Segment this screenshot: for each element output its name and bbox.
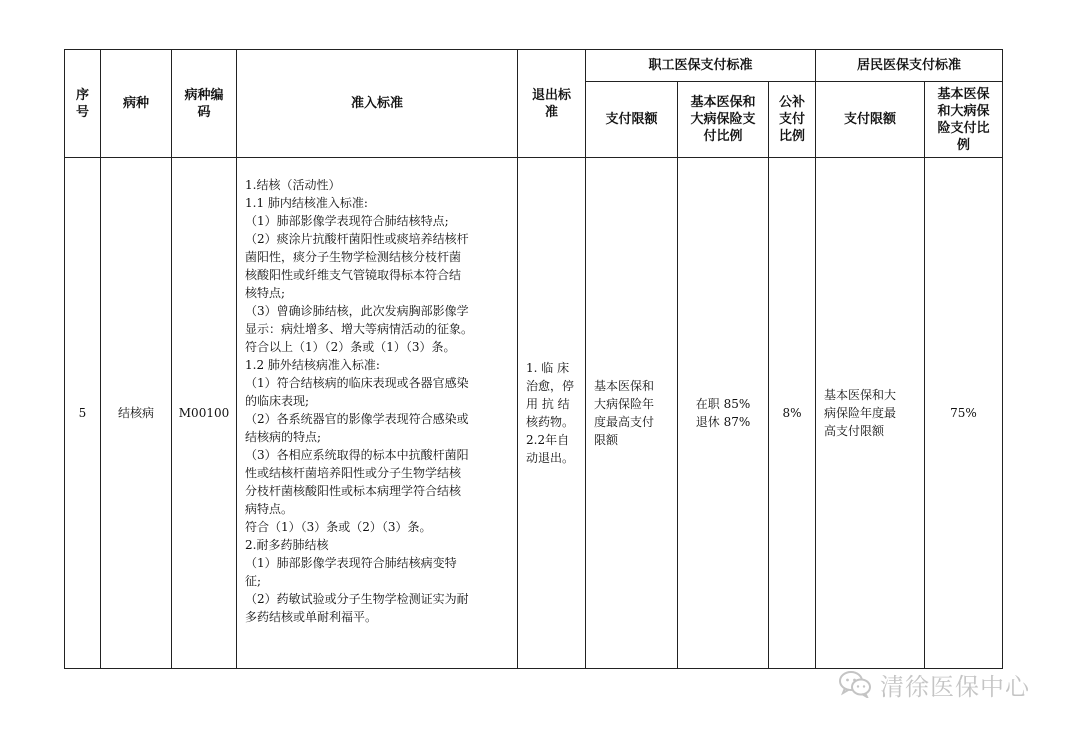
cell-seq: 5 [65, 158, 101, 669]
header-res-ratio: 基本医保 和大病保 险支付比 例 [925, 82, 1003, 158]
cell-res-limit: 基本医保和大 病保险年度最 高支付限额 [816, 158, 925, 669]
header-seq: 序 号 [65, 50, 101, 158]
watermark [838, 664, 1030, 704]
header-employee-group: 职工医保支付标准 [586, 50, 816, 82]
watermark-text: 清徐医保中心 [880, 672, 1030, 701]
cell-admission: 1.结核（活动性） 1.1 肺内结核准入标准: （1）肺部影像学表现符合肺结核特点; （2）痰涂片抗酸杆菌阳性或痰培养结核杆 菌阳性，痰分子生物学检测结核分枝杆菌 核酸阳性或纤维支气管镜取得标本符合结 核特点; （3）曾确诊肺结核，此次发病胸部影像学 显示：病灶增多、增大等病情活动的征象。 符合以上（1）（2）条或（1）（3）条。 1.2 肺外结核病准入标准: （1）符合结核病的临床表现或各器官感染 的临床表现; （2）各系统器官的影像学表现符合感染或 结核病的特点; （3）各相应系统取得的标本中抗酸杆菌阳 性或结核杆菌培养阳性或分子生物学结核 分枝杆菌核酸阳性或标本病理学符合结核 病特点。 符合（1）（3）条或（2）（3）条。 2.耐多药肺结核 （1）肺部影像学表现符合肺结核病变特 征; （2）药敏试验或分子生物学检测证实为耐 多药结核或单耐利福平。 [237, 158, 518, 669]
header-exit: 退出标 准 [518, 50, 586, 158]
cell-emp-subsidy: 8% [769, 158, 816, 669]
cell-exit: 1. 临 床 治愈，停 用 抗 结 核药物。 2.2年自 动退出。 [518, 158, 586, 669]
table-row [65, 158, 1003, 669]
header-disease: 病种 [101, 50, 172, 158]
cell-res-ratio: 75% [925, 158, 1003, 669]
header-emp-subsidy: 公补 支付 比例 [769, 82, 816, 158]
cell-code: M00100 [172, 158, 237, 669]
cell-emp-ratio: 在职 85% 退休 87% [678, 158, 769, 669]
header-code: 病种编 码 [172, 50, 237, 158]
header-admission: 准入标准 [237, 50, 518, 158]
policy-table [64, 49, 1003, 669]
header-emp-ratio: 基本医保和 大病保险支 付比例 [678, 82, 769, 158]
header-row-1 [65, 50, 1003, 82]
cell-disease: 结核病 [101, 158, 172, 669]
header-res-limit: 支付限额 [816, 82, 925, 158]
header-emp-limit: 支付限额 [586, 82, 678, 158]
cell-emp-limit: 基本医保和 大病保险年 度最高支付 限额 [586, 158, 678, 669]
wechat-icon [838, 670, 872, 698]
header-resident-group: 居民医保支付标准 [816, 50, 1003, 82]
